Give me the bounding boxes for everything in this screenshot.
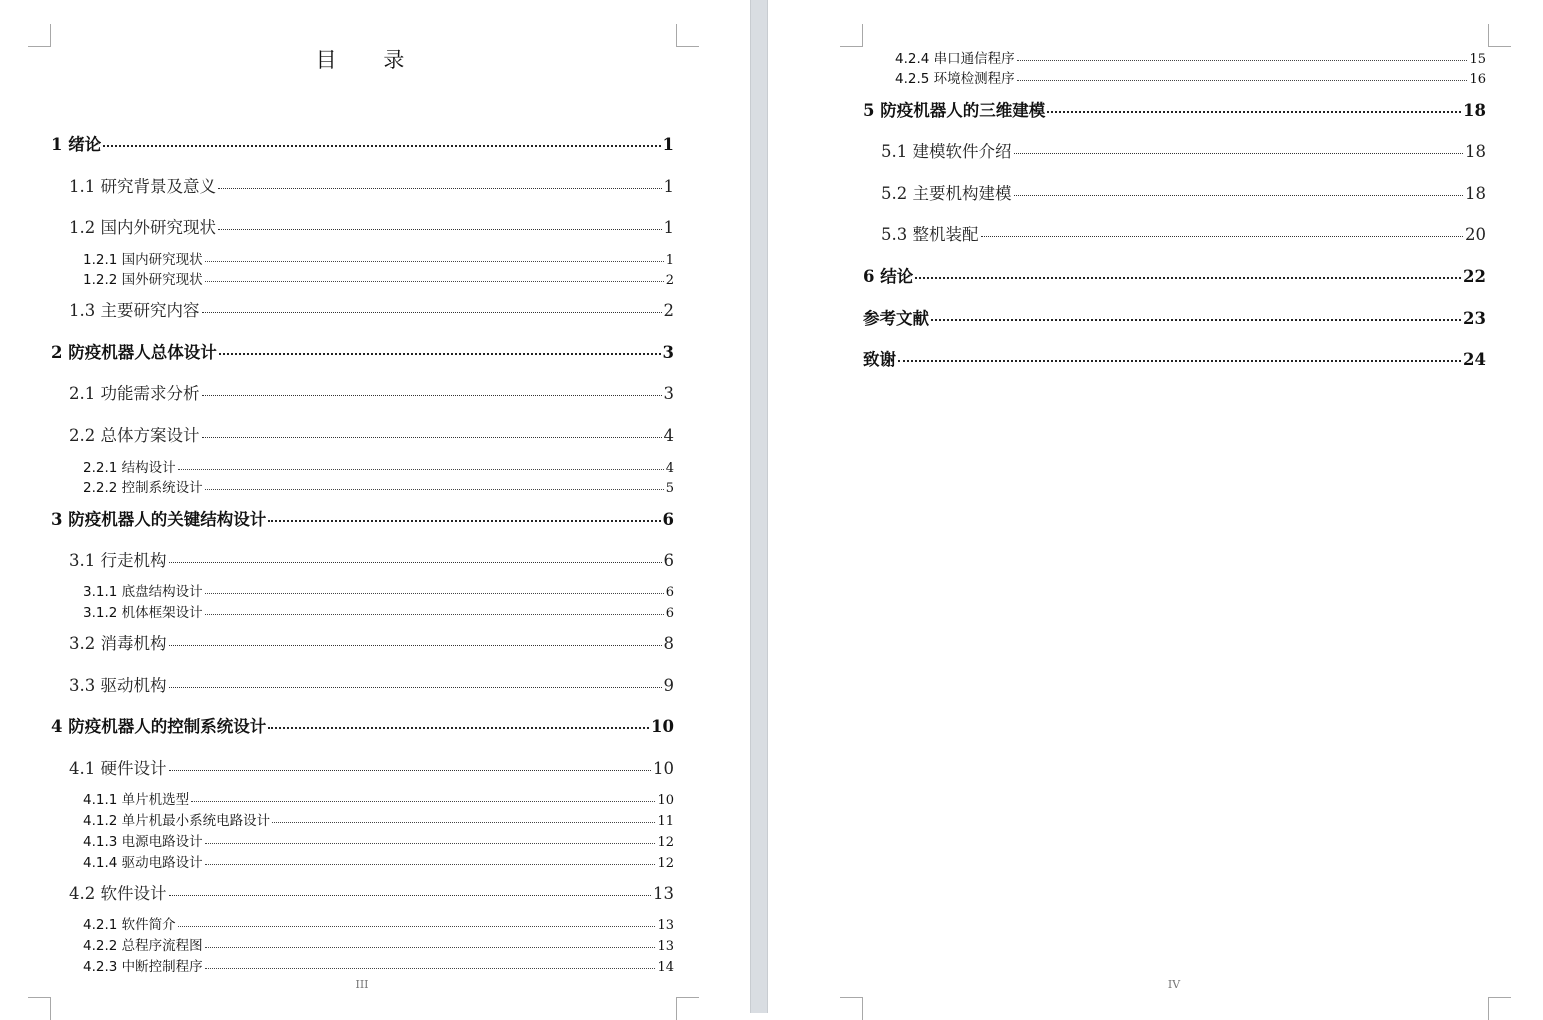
- toc-entry[interactable]: [83, 851, 674, 871]
- toc-entry[interactable]: [69, 173, 674, 197]
- toc-entry-page: 11: [657, 814, 674, 829]
- toc-entry-page: 8: [663, 634, 674, 653]
- dot-leader: [1047, 110, 1461, 113]
- toc-entry[interactable]: [51, 339, 674, 363]
- toc-entry-page: 18: [1465, 184, 1486, 203]
- toc-entry[interactable]: [863, 97, 1486, 121]
- dot-leader: [202, 436, 662, 438]
- toc-entry-text: 2 防疫机器人总体设计: [51, 343, 217, 362]
- dot-leader: [169, 644, 662, 646]
- toc-entry-text: 2.2 总体方案设计: [69, 426, 200, 445]
- toc-entry-text: 4.1.1 单片机选型: [83, 792, 190, 808]
- toc-entry[interactable]: [83, 601, 674, 621]
- toc-entry-page: 4: [663, 426, 674, 445]
- page-number: III: [355, 978, 369, 991]
- toc-entry-text: 4.2.1 软件简介: [83, 917, 176, 933]
- toc-entry[interactable]: [51, 131, 674, 155]
- toc-entry-text: 1 绪论: [51, 135, 102, 154]
- dot-leader: [272, 821, 655, 823]
- toc-entry[interactable]: [83, 268, 674, 288]
- dot-leader: [178, 925, 656, 927]
- toc-title: 目 录: [315, 48, 425, 72]
- toc-entry-page: 6: [663, 551, 674, 570]
- toc-entry[interactable]: [51, 506, 674, 530]
- dot-leader: [103, 144, 660, 147]
- toc-entry-text: 6 结论: [863, 267, 914, 286]
- toc-entry[interactable]: [863, 346, 1486, 370]
- toc-entry-page: 2: [663, 301, 674, 320]
- toc-entry[interactable]: [83, 456, 674, 476]
- dot-leader: [205, 613, 664, 615]
- toc-entry-text: 参考文献: [863, 309, 929, 328]
- toc-entry-text: 4.2.4 串口通信程序: [895, 51, 1015, 67]
- toc-entry-page: 1: [665, 253, 674, 268]
- toc-entry-page: 13: [657, 918, 674, 933]
- toc-entry-page: 10: [653, 759, 674, 778]
- toc-entry-text: 4.2.2 总程序流程图: [83, 938, 203, 954]
- toc-entry[interactable]: [51, 713, 674, 737]
- toc-entry[interactable]: [69, 880, 674, 904]
- toc-entry[interactable]: [69, 214, 674, 238]
- toc-entry-page: 6: [662, 510, 674, 529]
- toc-entry-text: 3 防疫机器人的关键结构设计: [51, 510, 267, 529]
- dot-leader: [191, 800, 655, 802]
- page-corner-mark: [28, 997, 51, 1020]
- dot-leader: [169, 769, 652, 771]
- toc-entry-page: 4: [665, 461, 674, 476]
- toc-entry-text: 4.2.5 环境检测程序: [895, 71, 1015, 87]
- dot-leader: [205, 863, 656, 865]
- toc-entry-page: 2: [665, 273, 674, 288]
- dot-leader: [1017, 79, 1468, 81]
- dot-leader: [981, 235, 1464, 237]
- toc-entry-text: 4.1.3 电源电路设计: [83, 834, 203, 850]
- toc-entry[interactable]: [83, 934, 674, 954]
- toc-entry-text: 3.3 驱动机构: [69, 676, 167, 695]
- toc-entry-text: 致谢: [863, 350, 896, 369]
- toc-entry-page: 1: [663, 177, 674, 196]
- dot-leader: [205, 592, 664, 594]
- document-page-left: [0, 0, 750, 1013]
- toc-entry[interactable]: [83, 955, 674, 975]
- dot-leader: [205, 842, 656, 844]
- toc-entry-page: 5: [665, 481, 674, 496]
- toc-entry[interactable]: [69, 297, 674, 321]
- page-number: IV: [1167, 978, 1181, 991]
- toc-entry-text: 1.1 研究背景及意义: [69, 177, 216, 196]
- dot-leader: [169, 894, 652, 896]
- toc-entry[interactable]: [895, 47, 1486, 67]
- toc-entry[interactable]: [69, 630, 674, 654]
- toc-entry-text: 3.1.2 机体框架设计: [83, 605, 203, 621]
- dot-leader: [268, 726, 649, 729]
- toc-entry-text: 1.2.2 国外研究现状: [83, 272, 203, 288]
- toc-entry-text: 4 防疫机器人的控制系统设计: [51, 717, 267, 736]
- toc-entry[interactable]: [69, 547, 674, 571]
- dot-leader: [169, 561, 662, 563]
- toc-entry-page: 10: [657, 793, 674, 808]
- toc-entry-page: 1: [662, 135, 674, 154]
- toc-entry-page: 16: [1469, 72, 1486, 87]
- toc-entry[interactable]: [69, 422, 674, 446]
- toc-entry-text: 3.2 消毒机构: [69, 634, 167, 653]
- toc-entry-page: 3: [663, 384, 674, 403]
- dot-leader: [205, 967, 656, 969]
- dot-leader: [898, 359, 1461, 362]
- toc-entry[interactable]: [69, 380, 674, 404]
- dot-leader: [202, 394, 662, 396]
- toc-entry[interactable]: [881, 180, 1486, 204]
- toc-entry[interactable]: [863, 305, 1486, 329]
- toc-entry[interactable]: [83, 476, 674, 496]
- dot-leader: [178, 468, 664, 470]
- toc-entry-text: 1.3 主要研究内容: [69, 301, 200, 320]
- toc-entry[interactable]: [83, 248, 674, 268]
- toc-entry-text: 5.2 主要机构建模: [881, 184, 1012, 203]
- dot-leader: [169, 686, 662, 688]
- toc-entry-text: 4.1.4 驱动电路设计: [83, 855, 203, 871]
- dot-leader: [205, 946, 656, 948]
- toc-entry[interactable]: [881, 138, 1486, 162]
- toc-entry-text: 1.2 国内外研究现状: [69, 218, 216, 237]
- toc-entry[interactable]: [83, 830, 674, 850]
- toc-entry-text: 2.2.2 控制系统设计: [83, 480, 203, 496]
- dot-leader: [1017, 59, 1468, 61]
- toc-entry-page: 13: [657, 939, 674, 954]
- toc-entry[interactable]: [895, 67, 1486, 87]
- toc-entry-page: 15: [1469, 52, 1486, 67]
- dot-leader: [205, 488, 664, 490]
- toc-entry-page: 6: [665, 585, 674, 600]
- toc-entry[interactable]: [69, 755, 674, 779]
- toc-entry-page: 13: [653, 884, 674, 903]
- dot-leader: [218, 187, 662, 189]
- page-corner-mark: [840, 997, 863, 1020]
- toc-entry-text: 1.2.1 国内研究现状: [83, 252, 203, 268]
- toc-entry-text: 5.1 建模软件介绍: [881, 142, 1012, 161]
- toc-entry-page: 3: [662, 343, 674, 362]
- dot-leader: [268, 519, 660, 522]
- toc-entry-page: 9: [663, 676, 674, 695]
- page-gutter: [750, 0, 768, 1013]
- toc-entry-page: 24: [1463, 350, 1486, 369]
- toc-entry-text: 5.3 整机装配: [881, 225, 979, 244]
- toc-entry[interactable]: [83, 580, 674, 600]
- dot-leader: [1014, 194, 1464, 196]
- dot-leader: [1014, 152, 1464, 154]
- toc-entry[interactable]: [83, 913, 674, 933]
- toc-entry-page: 1: [663, 218, 674, 237]
- page-corner-mark: [1488, 997, 1511, 1020]
- toc-entry-text: 3.1 行走机构: [69, 551, 167, 570]
- toc-entry-page: 18: [1465, 142, 1486, 161]
- toc-entry-page: 12: [657, 856, 674, 871]
- toc-entry-page: 12: [657, 835, 674, 850]
- dot-leader: [205, 260, 664, 262]
- toc-entry-page: 6: [665, 606, 674, 621]
- toc-entry[interactable]: [83, 809, 674, 829]
- toc-entry-page: 10: [651, 717, 674, 736]
- dot-leader: [205, 280, 664, 282]
- dot-leader: [219, 352, 661, 355]
- toc-entry[interactable]: [881, 221, 1486, 245]
- toc-entry-text: 5 防疫机器人的三维建模: [863, 101, 1046, 120]
- dot-leader: [915, 276, 1461, 279]
- toc-entry-text: 4.2 软件设计: [69, 884, 167, 903]
- toc-entry-page: 20: [1465, 225, 1486, 244]
- toc-entry-text: 4.1.2 单片机最小系统电路设计: [83, 813, 271, 829]
- toc-entry-text: 4.1 硬件设计: [69, 759, 167, 778]
- toc-entry-text: 2.1 功能需求分析: [69, 384, 200, 403]
- toc-entry-text: 3.1.1 底盘结构设计: [83, 584, 203, 600]
- page-corner-mark: [840, 24, 863, 47]
- toc-entry[interactable]: [83, 788, 674, 808]
- toc-entry-text: 2.2.1 结构设计: [83, 460, 176, 476]
- toc-entry-page: 18: [1463, 101, 1486, 120]
- page-corner-mark: [1488, 24, 1511, 47]
- toc-entry-page: 23: [1463, 309, 1486, 328]
- toc-entry[interactable]: [863, 263, 1486, 287]
- dot-leader: [202, 311, 662, 313]
- toc-entry-page: 22: [1463, 267, 1486, 286]
- toc-entry[interactable]: [69, 672, 674, 696]
- document-page-right: [768, 0, 1543, 1013]
- toc-entry-text: 4.2.3 中断控制程序: [83, 959, 203, 975]
- page-corner-mark: [676, 997, 699, 1020]
- toc-entry-page: 14: [657, 960, 674, 975]
- dot-leader: [218, 228, 662, 230]
- dot-leader: [931, 318, 1461, 321]
